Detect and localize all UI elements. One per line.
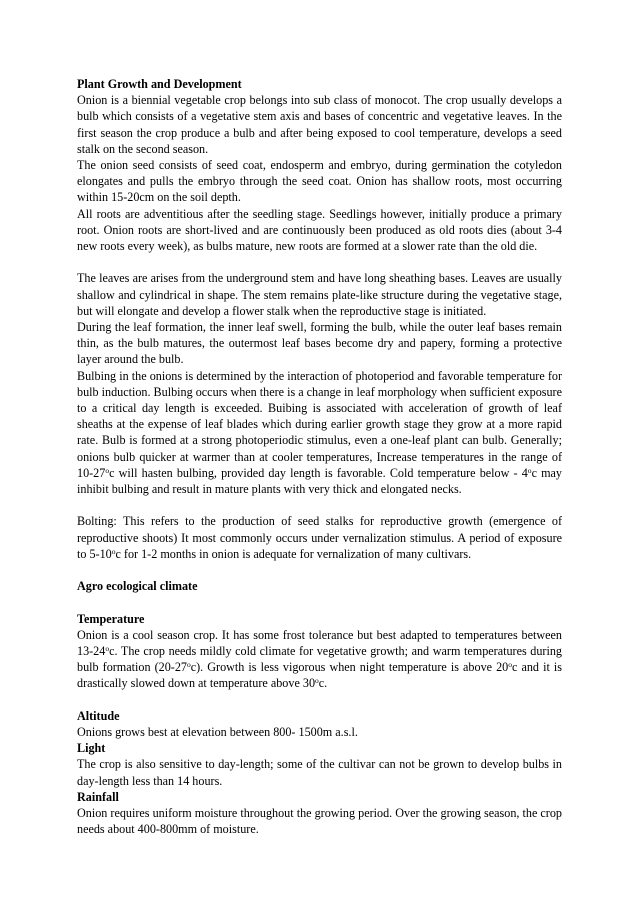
temperature-text-part-2: c. The crop needs mildly cold climate for vegetative growth; and warm temperatures during bulb formation (20-27 xyxy=(77,644,562,675)
degree-mark: o xyxy=(111,546,116,556)
paragraph-altitude: Onions grows best at elevation between 800- 1500m a.s.l. xyxy=(77,725,358,740)
bolting-text-part-2: c for 1-2 months in onion is adequate for vernalization of many cultivars. xyxy=(115,546,472,561)
document-page xyxy=(77,76,562,837)
paragraph-spacer xyxy=(77,594,562,610)
paragraph-light: The crop is also sensitive to day-length; some of the cultivar can not be grown to develop bulbs in day-length less than 14 hours. xyxy=(77,757,562,788)
subheading-altitude: Altitude xyxy=(77,708,120,723)
paragraph-leaf-formation: During the leaf formation, the inner leaf swell, forming the bulb, while the outer leaf bases remain thin, as the bulb matures, the outermost leaf bases become dry and papery, forming a protective layer around the bulb. xyxy=(77,320,562,367)
temperature-text-part-5: c. xyxy=(318,676,328,691)
bolting-text-part-1: Bolting: This refers to the production of seed stalks for reproductive growth (emergence of reproductive shoots) It most commonly occurs under vernalization stimulus. A period of exposure to 5-10 xyxy=(77,514,562,561)
paragraph-spacer xyxy=(77,562,562,578)
temperature-text-part-1: Onion is a cool season crop. It has some frost tolerance but best adapted to temperatures between 13-24 xyxy=(77,627,562,659)
degree-mark: o xyxy=(527,465,532,475)
subheading-rainfall: Rainfall xyxy=(77,789,119,804)
paragraph-onion-leaves: The leaves are arises from the underground stem and have long sheathing bases. Leaves are usually shallow and cylindrical in shape. The stem remains plate-like structure during the vegetative stage, but will elongate and develop a flower stalk when the reproductive stage is initiated. xyxy=(77,271,562,318)
paragraph-rainfall: Onion requires uniform moisture throughout the growing period. Over the growing season, the crop needs about 400-800mm of moisture. xyxy=(77,806,562,837)
section-heading-agro-ecological: Agro ecological climate xyxy=(77,579,198,594)
degree-mark: o xyxy=(105,643,110,653)
degree-mark: o xyxy=(508,660,513,670)
temperature-text-part-3: c). Growth is less vigorous when night temperature is above 20 xyxy=(190,660,509,675)
paragraph-spacer xyxy=(77,692,562,708)
temperature-text-part-4: c and it is drastically slowed down at temperature above 30 xyxy=(77,660,562,691)
degree-mark: o xyxy=(105,465,110,475)
paragraph-bolting xyxy=(77,513,562,562)
paragraph-bulbing xyxy=(77,368,562,498)
degree-mark: o xyxy=(315,676,319,686)
paragraph-onion-seed: The onion seed consists of seed coat, endosperm and embryo, during germination the cotyledon elongates and pulls the embryo through the seed coat. Onion has shallow roots, most occurring within 15-20cm on the soil depth. xyxy=(77,158,562,205)
bulbing-text-part-1: Bulbing in the onions is determined by the interaction of photoperiod and favorable temperature for bulb induction. Bulbing occurs when there is a change in leaf morphology when sufficient exposure to a critical day length is exceeded. Buibing is associated with acceleration of growth of leaf sheaths at the expense of leaf blades which during earlier growth stage they grow at a more rapid rate. Bulb is formed at a strong photoperiodic stimulus, even a one-leaf plant can bulb. Generally; onions bulb quicker at warmer than at cooler temperatures, Increase temperatures in the range of 10-27 xyxy=(77,368,562,480)
section-heading-plant-growth: Plant Growth and Development xyxy=(77,77,242,91)
paragraph-temperature xyxy=(77,627,562,692)
bulbing-text-part-2: c will hasten bulbing, provided day length is favorable. Cold temperature below - 4 xyxy=(109,465,528,480)
paragraph-spacer xyxy=(77,497,562,513)
paragraph-spacer xyxy=(77,254,562,270)
degree-mark: o xyxy=(186,660,191,670)
subheading-temperature: Temperature xyxy=(77,611,145,626)
paragraph-onion-overview: Onion is a biennial vegetable crop belongs into sub class of monocot. The crop usually develops a bulb which consists of a vegetative stem axis and bases of concentric and vegetative leaves. In the first season the crop produce a bulb and after being exposed to cool temperature, develops a seed stalk on the second season. xyxy=(77,93,562,156)
subheading-light: Light xyxy=(77,741,106,756)
paragraph-onion-roots: All roots are adventitious after the seedling stage. Seedlings however, initially produce a primary root. Onion roots are short-lived and are continuously been produced as old roots dies (about 3-4 new roots every week), as bulbs mature, new roots are formed at a slower rate than the old die. xyxy=(77,206,562,254)
bulbing-text-part-3: c may inhibit bulbing and result in mature plants with very thick and elongated necks. xyxy=(77,465,563,497)
